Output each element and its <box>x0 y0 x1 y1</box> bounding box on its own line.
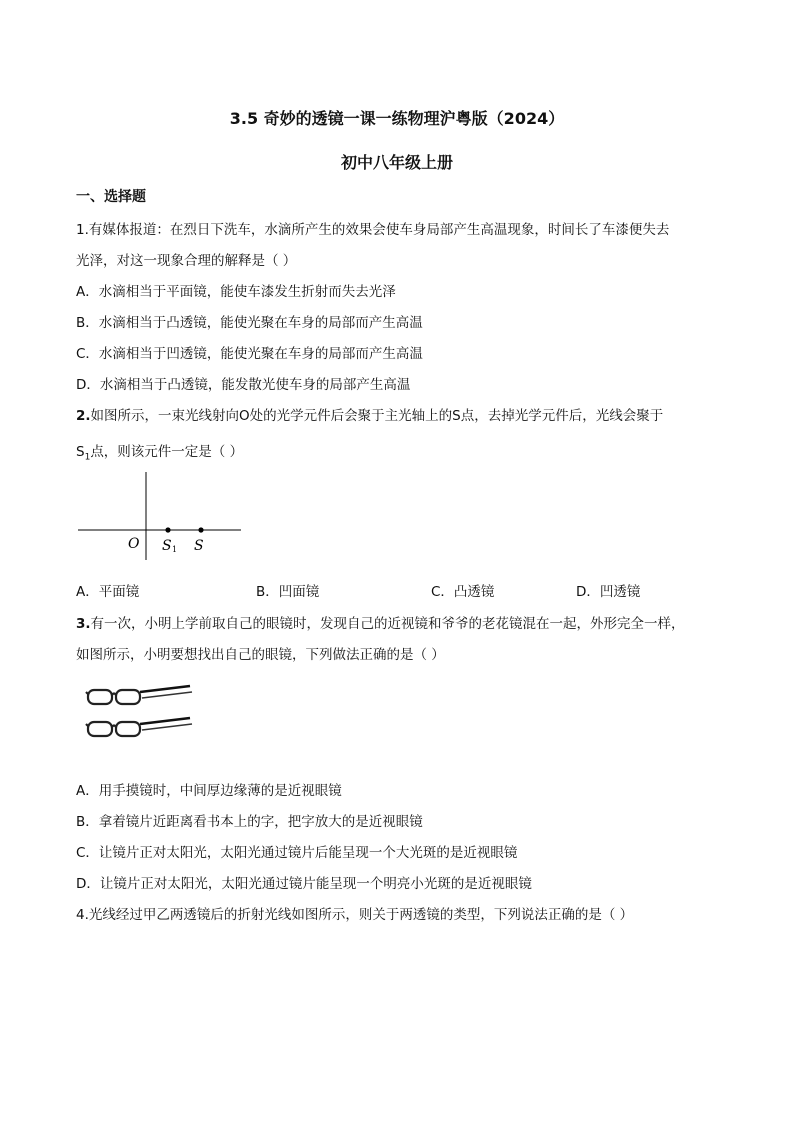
point-s <box>198 527 203 532</box>
q3-stem-line2: 如图所示，小明要想找出自己的眼镜，下列做法正确的是（ ） <box>76 647 445 663</box>
q2-s1-label: $S_1$ <box>76 444 91 463</box>
q1-option-a: A．水滴相当于平面镜，能使车漆发生折射而失去光泽 <box>76 284 396 300</box>
label-s1-sub: 1 <box>172 545 178 554</box>
q2-stem-line1 <box>76 404 663 424</box>
q3-option-a: A．用手摸镜时，中间厚边缘薄的是近视眼镜 <box>76 783 342 799</box>
q2-option-d: D．凹透镜 <box>576 584 641 600</box>
q3-option-c: C．让镜片正对太阳光，太阳光通过镜片后能呈现一个大光斑的是近视眼镜 <box>76 845 518 861</box>
q2-options <box>76 580 736 600</box>
point-s1 <box>165 527 170 532</box>
q3-stem-line1 <box>76 612 685 632</box>
document-title: 3.5 奇妙的透镜一课一练物理沪粤版（2024） <box>229 109 565 128</box>
q2-stem-line2 <box>76 440 243 463</box>
q3-number: 3. <box>76 616 91 632</box>
q1-option-d: D．水滴相当于凸透镜，能发散光使车身的局部产生高温 <box>76 377 411 393</box>
q1-stem-line1: 1.有媒体报道：在烈日下洗车，水滴所产生的效果会使车身局部产生高温现象，时间长了车漆便失去 <box>76 222 670 238</box>
q2-option-a: A．平面镜 <box>76 584 140 600</box>
label-s1: S <box>162 538 172 554</box>
q3-option-d: D．让镜片正对太阳光，太阳光通过镜片能呈现一个明亮小光斑的是近视眼镜 <box>76 876 532 892</box>
section-heading: 一、选择题 <box>76 189 146 205</box>
q3-stem-text1: 有一次，小明上学前取自己的眼镜时，发现自己的近视镜和爷爷的老花镜混在一起，外形完全一样， <box>90 616 685 632</box>
q3-option-b: B．拿着镜片近距离看书本上的字，把字放大的是近视眼镜 <box>76 814 423 830</box>
q1-option-b: B．水滴相当于凸透镜，能使光聚在车身的局部而产生高温 <box>76 315 423 331</box>
label-o: O <box>128 536 140 552</box>
q2-number: 2. <box>76 408 91 424</box>
document-subtitle: 初中八年级上册 <box>340 153 453 172</box>
glasses-pair-top <box>86 686 192 704</box>
q2-stem-text1: 如图所示，一束光线射向O处的光学元件后会聚于主光轴上的S点，去掉光学元件后，光线会聚于 <box>90 408 664 424</box>
q2-stem-text2: 点，则该元件一定是（ ） <box>90 444 244 460</box>
optics-diagram <box>76 470 246 560</box>
q4-stem-line1: 4.光线经过甲乙两透镜后的折射光线如图所示，则关于两透镜的类型，下列说法正确的是（ ） <box>76 907 634 923</box>
q1-option-c: C．水滴相当于凹透镜，能使光聚在车身的局部而产生高温 <box>76 346 423 362</box>
glasses-pair-bottom <box>86 718 192 736</box>
q2-option-c: C．凸透镜 <box>431 584 495 600</box>
q2-option-b: B．凹面镜 <box>256 584 320 600</box>
glasses-illustration <box>84 680 196 752</box>
label-s: S <box>194 538 204 554</box>
q1-stem-line2: 光泽，对这一现象合理的解释是（ ） <box>76 253 297 269</box>
